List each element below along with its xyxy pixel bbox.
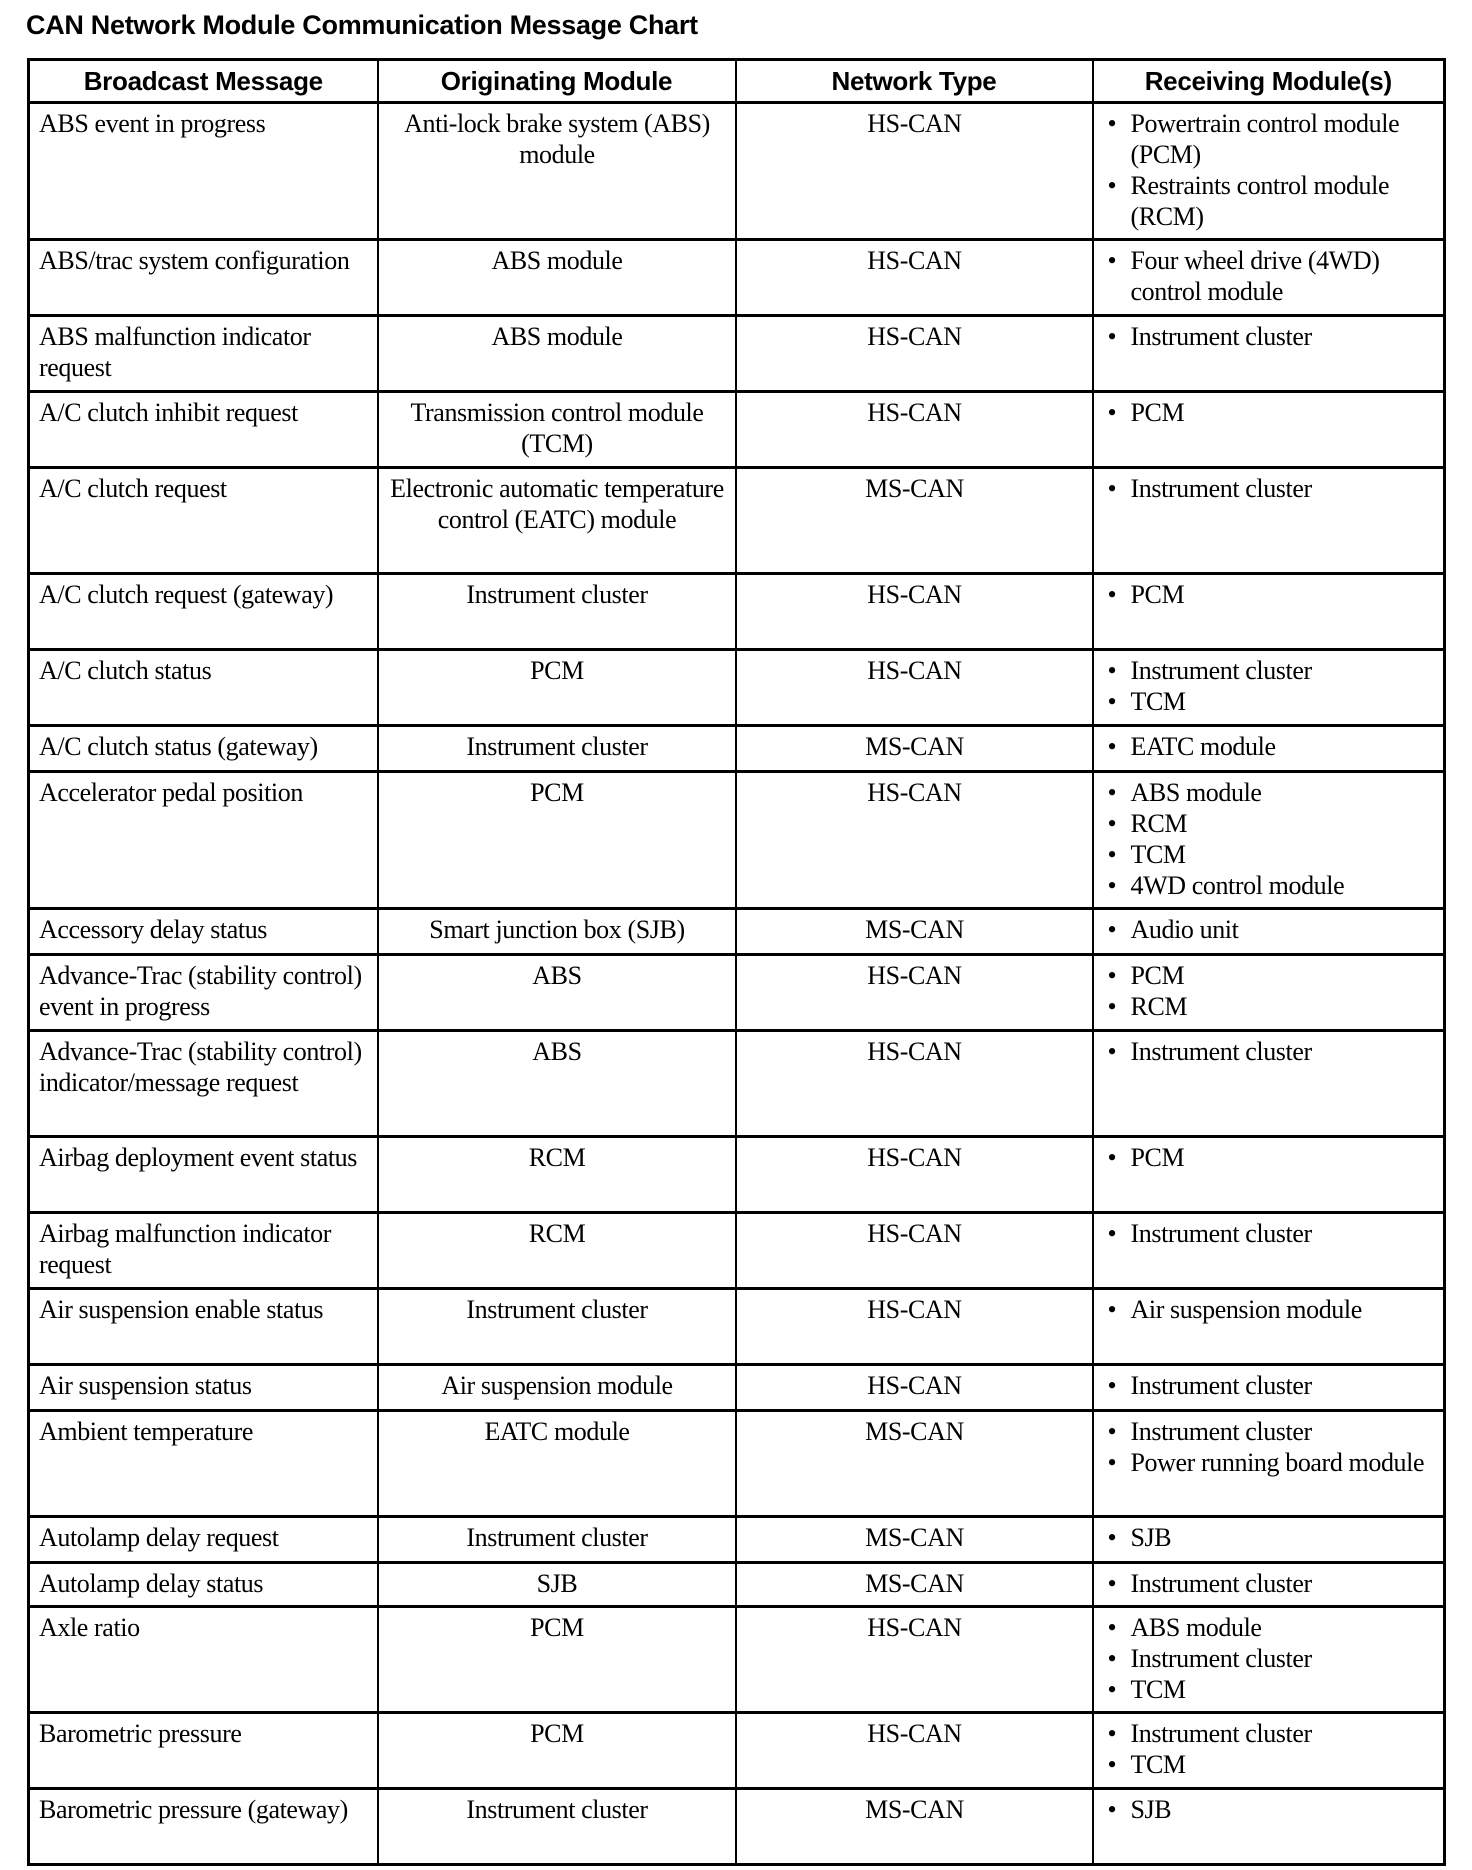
- receiving-module-label: Instrument cluster: [1130, 1371, 1312, 1400]
- receiving-modules-list: [1103, 777, 1436, 901]
- network-type-cell: HS-CAN: [736, 574, 1093, 650]
- table-row: [29, 955, 1445, 1031]
- table-row: [29, 1031, 1445, 1137]
- receiving-module-item: [1103, 397, 1436, 428]
- receiving-modules-cell: [1093, 1713, 1445, 1789]
- broadcast-message-cell: A/C clutch request: [29, 468, 378, 574]
- bullet-icon: •: [1107, 1219, 1117, 1248]
- receiving-module-item: [1103, 1568, 1436, 1599]
- broadcast-message-cell: Airbag malfunction indicator request: [29, 1213, 378, 1289]
- bullet-icon: •: [1107, 1795, 1117, 1824]
- table-row: [29, 1289, 1445, 1365]
- receiving-module-item: [1103, 1794, 1436, 1825]
- broadcast-message-cell: A/C clutch inhibit request: [29, 392, 378, 468]
- receiving-modules-list: [1103, 1568, 1436, 1599]
- receiving-modules-cell: [1093, 1563, 1445, 1607]
- receiving-module-label: RCM: [1130, 992, 1188, 1021]
- broadcast-message-cell: Axle ratio: [29, 1607, 378, 1713]
- bullet-icon: •: [1107, 1295, 1117, 1324]
- table-row: [29, 1563, 1445, 1607]
- receiving-modules-list: [1103, 655, 1436, 717]
- receiving-modules-list: [1103, 1370, 1436, 1401]
- receiving-modules-list: [1103, 397, 1436, 428]
- originating-module-cell: RCM: [378, 1213, 736, 1289]
- header-row: [29, 60, 1445, 103]
- receiving-module-label: TCM: [1130, 687, 1186, 716]
- receiving-module-label: TCM: [1130, 1750, 1186, 1779]
- bullet-icon: •: [1107, 1523, 1117, 1552]
- receiving-module-item: [1103, 870, 1436, 901]
- originating-module-cell: PCM: [378, 1713, 736, 1789]
- originating-module-cell: RCM: [378, 1137, 736, 1213]
- originating-module-cell: SJB: [378, 1563, 736, 1607]
- network-type-cell: HS-CAN: [736, 240, 1093, 316]
- originating-module-cell: PCM: [378, 650, 736, 726]
- bullet-icon: •: [1107, 474, 1117, 503]
- bullet-icon: •: [1107, 1417, 1117, 1446]
- receiving-module-label: Instrument cluster: [1130, 322, 1312, 351]
- receiving-module-label: Restraints control module (RCM): [1130, 171, 1390, 231]
- table-body: [29, 103, 1445, 1865]
- bullet-icon: •: [1107, 580, 1117, 609]
- bullet-icon: •: [1107, 1644, 1117, 1673]
- receiving-module-item: [1103, 1749, 1436, 1780]
- bullet-icon: •: [1107, 656, 1117, 685]
- network-type-cell: MS-CAN: [736, 909, 1093, 955]
- bullet-icon: •: [1107, 687, 1117, 716]
- broadcast-message-cell: Autolamp delay request: [29, 1517, 378, 1563]
- network-type-cell: HS-CAN: [736, 955, 1093, 1031]
- bullet-icon: •: [1107, 1569, 1117, 1598]
- bullet-icon: •: [1107, 1613, 1117, 1642]
- originating-module-cell: Instrument cluster: [378, 726, 736, 772]
- header-originating-module: Originating Module: [378, 60, 736, 103]
- receiving-module-label: Instrument cluster: [1130, 474, 1312, 503]
- receiving-module-label: TCM: [1130, 1675, 1186, 1704]
- receiving-module-label: Power running board module: [1130, 1448, 1425, 1477]
- originating-module-cell: Instrument cluster: [378, 1517, 736, 1563]
- bullet-icon: •: [1107, 109, 1117, 138]
- network-type-cell: HS-CAN: [736, 1213, 1093, 1289]
- receiving-module-item: [1103, 1674, 1436, 1705]
- receiving-module-item: [1103, 170, 1436, 232]
- receiving-modules-cell: [1093, 1289, 1445, 1365]
- receiving-module-item: [1103, 1218, 1436, 1249]
- table-row: [29, 909, 1445, 955]
- network-type-cell: MS-CAN: [736, 468, 1093, 574]
- table-row: [29, 772, 1445, 909]
- network-type-cell: MS-CAN: [736, 1517, 1093, 1563]
- originating-module-cell: Instrument cluster: [378, 574, 736, 650]
- originating-module-cell: ABS module: [378, 316, 736, 392]
- receiving-module-label: ABS module: [1130, 778, 1262, 807]
- originating-module-cell: Air suspension module: [378, 1365, 736, 1411]
- table-row: [29, 103, 1445, 240]
- receiving-module-label: Instrument cluster: [1130, 1644, 1312, 1673]
- receiving-modules-list: [1103, 1522, 1436, 1553]
- bullet-icon: •: [1107, 322, 1117, 351]
- broadcast-message-cell: Air suspension enable status: [29, 1289, 378, 1365]
- receiving-module-item: [1103, 1370, 1436, 1401]
- broadcast-message-cell: Air suspension status: [29, 1365, 378, 1411]
- receiving-module-label: ABS module: [1130, 1613, 1262, 1642]
- receiving-module-label: Powertrain control module (PCM): [1130, 109, 1400, 169]
- receiving-module-item: [1103, 808, 1436, 839]
- message-chart-table: [27, 58, 1446, 1866]
- header-network-type: Network Type: [736, 60, 1093, 103]
- receiving-modules-cell: [1093, 726, 1445, 772]
- receiving-module-label: PCM: [1130, 398, 1185, 427]
- originating-module-cell: ABS: [378, 955, 736, 1031]
- receiving-modules-list: [1103, 108, 1436, 232]
- receiving-module-item: [1103, 960, 1436, 991]
- network-type-cell: MS-CAN: [736, 1411, 1093, 1517]
- network-type-cell: HS-CAN: [736, 1365, 1093, 1411]
- receiving-module-label: Instrument cluster: [1130, 1719, 1312, 1748]
- network-type-cell: HS-CAN: [736, 1137, 1093, 1213]
- receiving-modules-list: [1103, 1218, 1436, 1249]
- broadcast-message-cell: Airbag deployment event status: [29, 1137, 378, 1213]
- bullet-icon: •: [1107, 732, 1117, 761]
- broadcast-message-cell: Ambient temperature: [29, 1411, 378, 1517]
- table-row: [29, 1137, 1445, 1213]
- receiving-modules-cell: [1093, 1607, 1445, 1713]
- table-row: [29, 650, 1445, 726]
- bullet-icon: •: [1107, 1371, 1117, 1400]
- receiving-modules-cell: [1093, 1411, 1445, 1517]
- broadcast-message-cell: A/C clutch status: [29, 650, 378, 726]
- receiving-module-item: [1103, 473, 1436, 504]
- bullet-icon: •: [1107, 1037, 1117, 1066]
- receiving-modules-cell: [1093, 316, 1445, 392]
- bullet-icon: •: [1107, 1719, 1117, 1748]
- receiving-modules-list: [1103, 245, 1436, 307]
- network-type-cell: HS-CAN: [736, 1607, 1093, 1713]
- receiving-modules-cell: [1093, 1517, 1445, 1563]
- network-type-cell: HS-CAN: [736, 1031, 1093, 1137]
- broadcast-message-cell: Accelerator pedal position: [29, 772, 378, 909]
- broadcast-message-cell: ABS event in progress: [29, 103, 378, 240]
- table-row: [29, 1789, 1445, 1865]
- header-broadcast-message: Broadcast Message: [29, 60, 378, 103]
- receiving-module-item: [1103, 731, 1436, 762]
- receiving-module-item: [1103, 108, 1436, 170]
- receiving-modules-list: [1103, 1142, 1436, 1173]
- network-type-cell: HS-CAN: [736, 772, 1093, 909]
- receiving-modules-list: [1103, 1794, 1436, 1825]
- receiving-modules-cell: [1093, 574, 1445, 650]
- originating-module-cell: Transmission control module (TCM): [378, 392, 736, 468]
- originating-module-cell: ABS module: [378, 240, 736, 316]
- receiving-module-label: TCM: [1130, 840, 1186, 869]
- receiving-module-label: 4WD control module: [1130, 871, 1345, 900]
- network-type-cell: MS-CAN: [736, 1789, 1093, 1865]
- receiving-module-label: Instrument cluster: [1130, 1569, 1312, 1598]
- receiving-module-item: [1103, 914, 1436, 945]
- originating-module-cell: PCM: [378, 772, 736, 909]
- receiving-modules-list: [1103, 321, 1436, 352]
- receiving-module-label: Instrument cluster: [1130, 1219, 1312, 1248]
- table-row: [29, 726, 1445, 772]
- receiving-module-item: [1103, 777, 1436, 808]
- bullet-icon: •: [1107, 1448, 1117, 1477]
- receiving-module-item: [1103, 1294, 1436, 1325]
- receiving-modules-cell: [1093, 468, 1445, 574]
- receiving-module-item: [1103, 1142, 1436, 1173]
- broadcast-message-cell: Advance-Trac (stability control) event in progress: [29, 955, 378, 1031]
- receiving-module-item: [1103, 1643, 1436, 1674]
- receiving-module-label: Four wheel drive (4WD) control module: [1130, 246, 1380, 306]
- receiving-modules-list: [1103, 1036, 1436, 1067]
- receiving-modules-cell: [1093, 650, 1445, 726]
- originating-module-cell: Instrument cluster: [378, 1289, 736, 1365]
- receiving-module-item: [1103, 1416, 1436, 1447]
- receiving-modules-cell: [1093, 103, 1445, 240]
- network-type-cell: HS-CAN: [736, 1289, 1093, 1365]
- table-row: [29, 468, 1445, 574]
- table-row: [29, 316, 1445, 392]
- network-type-cell: HS-CAN: [736, 1713, 1093, 1789]
- originating-module-cell: PCM: [378, 1607, 736, 1713]
- receiving-modules-list: [1103, 1294, 1436, 1325]
- bullet-icon: •: [1107, 915, 1117, 944]
- table-row: [29, 1213, 1445, 1289]
- header-receiving-modules: Receiving Module(s): [1093, 60, 1445, 103]
- broadcast-message-cell: Advance-Trac (stability control) indicator/message request: [29, 1031, 378, 1137]
- receiving-module-label: Instrument cluster: [1130, 1417, 1312, 1446]
- receiving-module-item: [1103, 655, 1436, 686]
- receiving-modules-list: [1103, 473, 1436, 504]
- broadcast-message-cell: A/C clutch request (gateway): [29, 574, 378, 650]
- broadcast-message-cell: A/C clutch status (gateway): [29, 726, 378, 772]
- bullet-icon: •: [1107, 171, 1117, 200]
- bullet-icon: •: [1107, 398, 1117, 427]
- receiving-module-label: Air suspension module: [1130, 1295, 1362, 1324]
- bullet-icon: •: [1107, 992, 1117, 1021]
- bullet-icon: •: [1107, 1750, 1117, 1779]
- originating-module-cell: Smart junction box (SJB): [378, 909, 736, 955]
- receiving-module-label: EATC module: [1130, 732, 1276, 761]
- network-type-cell: HS-CAN: [736, 103, 1093, 240]
- receiving-modules-list: [1103, 731, 1436, 762]
- page-title: CAN Network Module Communication Message Chart: [26, 10, 698, 40]
- bullet-icon: •: [1107, 871, 1117, 900]
- receiving-modules-cell: [1093, 955, 1445, 1031]
- receiving-module-label: Audio unit: [1130, 915, 1239, 944]
- broadcast-message-cell: ABS malfunction indicator request: [29, 316, 378, 392]
- network-type-cell: MS-CAN: [736, 726, 1093, 772]
- receiving-modules-cell: [1093, 1789, 1445, 1865]
- bullet-icon: •: [1107, 840, 1117, 869]
- receiving-modules-cell: [1093, 772, 1445, 909]
- receiving-modules-cell: [1093, 1365, 1445, 1411]
- broadcast-message-cell: Barometric pressure (gateway): [29, 1789, 378, 1865]
- bullet-icon: •: [1107, 778, 1117, 807]
- table-row: [29, 1411, 1445, 1517]
- table-row: [29, 392, 1445, 468]
- receiving-module-item: [1103, 686, 1436, 717]
- originating-module-cell: ABS: [378, 1031, 736, 1137]
- originating-module-cell: Instrument cluster: [378, 1789, 736, 1865]
- receiving-module-label: PCM: [1130, 580, 1185, 609]
- receiving-module-item: [1103, 245, 1436, 307]
- broadcast-message-cell: Autolamp delay status: [29, 1563, 378, 1607]
- receiving-module-item: [1103, 1718, 1436, 1749]
- table-row: [29, 574, 1445, 650]
- receiving-modules-cell: [1093, 240, 1445, 316]
- receiving-modules-cell: [1093, 1031, 1445, 1137]
- bullet-icon: •: [1107, 1143, 1117, 1172]
- table-row: [29, 1517, 1445, 1563]
- network-type-cell: HS-CAN: [736, 392, 1093, 468]
- receiving-modules-list: [1103, 1416, 1436, 1478]
- receiving-modules-list: [1103, 914, 1436, 945]
- receiving-module-item: [1103, 839, 1436, 870]
- receiving-modules-list: [1103, 1612, 1436, 1705]
- receiving-modules-list: [1103, 960, 1436, 1022]
- receiving-module-label: SJB: [1130, 1523, 1172, 1552]
- bullet-icon: •: [1107, 961, 1117, 990]
- receiving-module-label: PCM: [1130, 961, 1185, 990]
- table-row: [29, 240, 1445, 316]
- receiving-modules-list: [1103, 1718, 1436, 1780]
- table-row: [29, 1607, 1445, 1713]
- table-row: [29, 1365, 1445, 1411]
- receiving-module-item: [1103, 1612, 1436, 1643]
- bullet-icon: •: [1107, 246, 1117, 275]
- originating-module-cell: Electronic automatic temperature control (EATC) module: [378, 468, 736, 574]
- network-type-cell: HS-CAN: [736, 650, 1093, 726]
- receiving-modules-cell: [1093, 1137, 1445, 1213]
- receiving-module-item: [1103, 579, 1436, 610]
- receiving-module-label: PCM: [1130, 1143, 1185, 1172]
- originating-module-cell: Anti-lock brake system (ABS) module: [378, 103, 736, 240]
- receiving-module-label: RCM: [1130, 809, 1188, 838]
- bullet-icon: •: [1107, 1675, 1117, 1704]
- receiving-modules-cell: [1093, 392, 1445, 468]
- receiving-module-label: Instrument cluster: [1130, 1037, 1312, 1066]
- table-row: [29, 1713, 1445, 1789]
- receiving-module-item: [1103, 321, 1436, 352]
- broadcast-message-cell: ABS/trac system configuration: [29, 240, 378, 316]
- network-type-cell: HS-CAN: [736, 316, 1093, 392]
- originating-module-cell: EATC module: [378, 1411, 736, 1517]
- broadcast-message-cell: Accessory delay status: [29, 909, 378, 955]
- receiving-module-item: [1103, 991, 1436, 1022]
- receiving-module-label: Instrument cluster: [1130, 656, 1312, 685]
- receiving-modules-cell: [1093, 1213, 1445, 1289]
- network-type-cell: MS-CAN: [736, 1563, 1093, 1607]
- receiving-module-label: SJB: [1130, 1795, 1172, 1824]
- receiving-modules-list: [1103, 579, 1436, 610]
- receiving-module-item: [1103, 1522, 1436, 1553]
- receiving-module-item: [1103, 1036, 1436, 1067]
- bullet-icon: •: [1107, 809, 1117, 838]
- broadcast-message-cell: Barometric pressure: [29, 1713, 378, 1789]
- receiving-modules-cell: [1093, 909, 1445, 955]
- receiving-module-item: [1103, 1447, 1436, 1478]
